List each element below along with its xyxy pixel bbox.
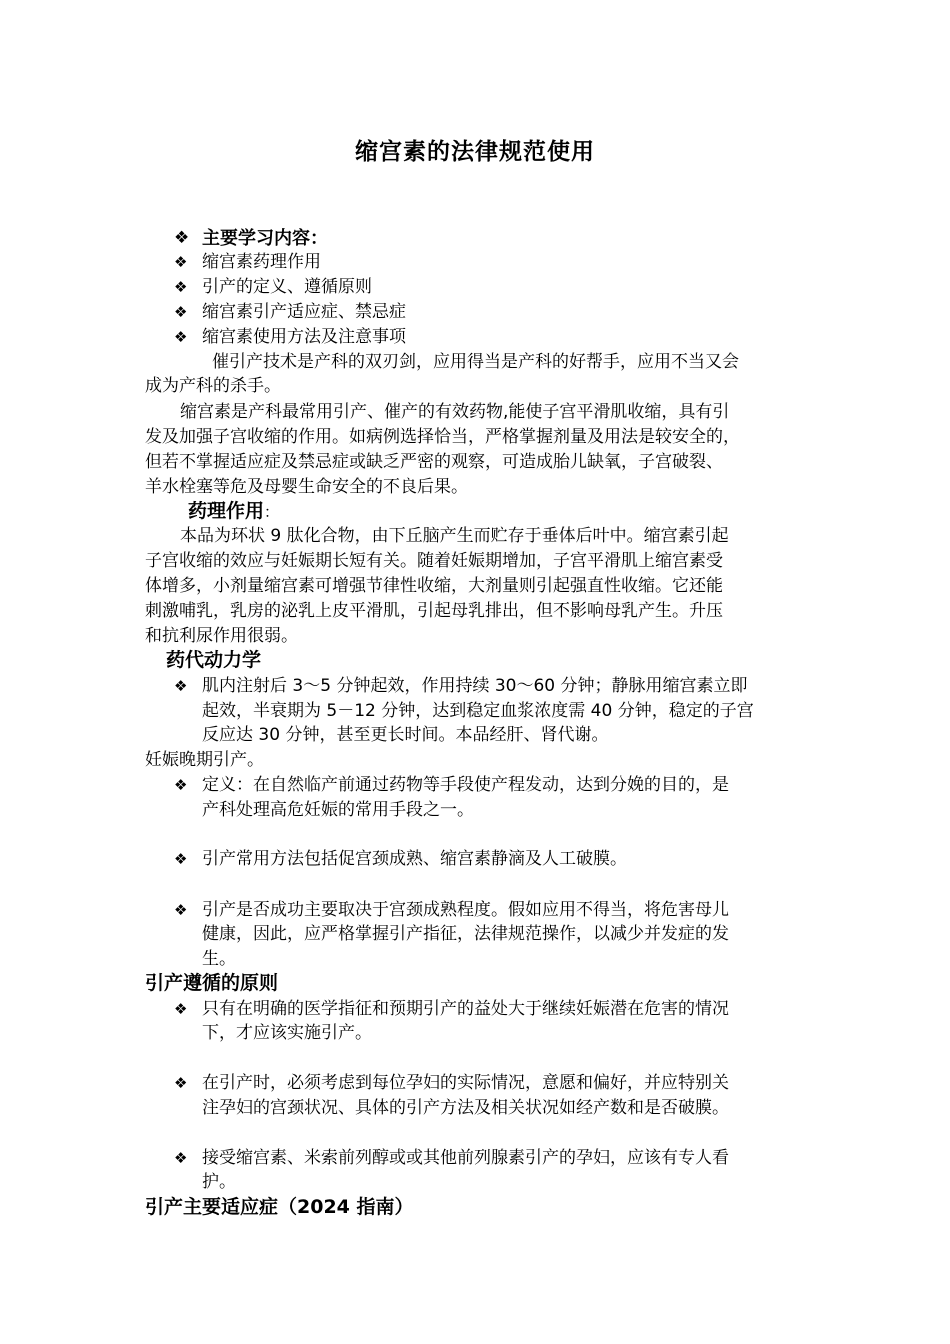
study-item: 缩宫素使用方法及注意事项 bbox=[202, 327, 406, 347]
diamond-bullet-icon: ❖ bbox=[174, 901, 188, 919]
diamond-bullet-icon: ❖ bbox=[174, 1149, 188, 1167]
intro-p2-line: 缩宫素是产科最常用引产、催产的有效药物,能使子宫平滑肌收缩，具有引 bbox=[180, 402, 730, 422]
pharm-heading-text: 药理作用 bbox=[188, 500, 265, 522]
intro-p2-line: 但若不掌握适应症及禁忌症或缺乏严密的观察，可造成胎儿缺氧，子宫破裂、 bbox=[145, 452, 723, 472]
diamond-bullet-icon: ❖ bbox=[174, 253, 188, 271]
principles-b1-line: 只有在明确的医学指征和预期引产的益处大于继续妊娠潜在危害的情况 bbox=[202, 999, 729, 1019]
intro-p1-line: 催引产技术是产科的双刃剑，应用得当是产科的好帮手，应用不当又会 bbox=[212, 352, 739, 372]
late-b3-line: 引产是否成功主要取决于宫颈成熟程度。假如应用不得当，将危害母儿 bbox=[202, 900, 729, 920]
study-item: 缩宫素药理作用 bbox=[202, 252, 321, 272]
pharm-line: 刺激哺乳，乳房的泌乳上皮平滑肌，引起母乳排出，但不影响母乳产生。升压 bbox=[145, 601, 723, 621]
principles-b1-line: 下，才应该实施引产。 bbox=[202, 1023, 372, 1043]
principles-b2-line: 注孕妇的宫颈状况、具体的引产方法及相关状况如经产数和是否破膜。 bbox=[202, 1098, 729, 1118]
page-title: 缩宫素的法律规范使用 bbox=[355, 139, 595, 165]
intro-p2-line: 发及加强子宫收缩的作用。如病例选择恰当，严格掌握剂量及用法是较安全的， bbox=[145, 427, 740, 447]
intro-p2-line: 羊水栓塞等危及母婴生命安全的不良后果。 bbox=[145, 477, 468, 497]
diamond-bullet-icon: ❖ bbox=[174, 1000, 188, 1018]
late-b3-line: 健康，因此，应严格掌握引产指征，法律规范操作，以减少并发症的发 bbox=[202, 924, 729, 944]
diamond-bullet-icon: ❖ bbox=[174, 328, 188, 346]
study-item: 缩宫素引产适应症、禁忌症 bbox=[202, 302, 406, 322]
pharm-line: 和抗利尿作用很弱。 bbox=[145, 626, 298, 646]
pharm-heading bbox=[188, 499, 279, 525]
diamond-bullet-icon: ❖ bbox=[174, 776, 188, 794]
intro-p1-line: 成为产科的杀手。 bbox=[145, 376, 281, 396]
diamond-bullet-icon: ❖ bbox=[174, 228, 190, 248]
principles-b3-line: 护。 bbox=[202, 1172, 236, 1192]
diamond-bullet-icon: ❖ bbox=[174, 677, 188, 695]
late-heading: 妊娠晚期引产。 bbox=[145, 750, 264, 770]
pk-heading: 药代动力学 bbox=[166, 649, 262, 671]
principles-b3-line: 接受缩宫素、米索前列醇或或其他前列腺素引产的孕妇，应该有专人看 bbox=[202, 1148, 729, 1168]
diamond-bullet-icon: ❖ bbox=[174, 1074, 188, 1092]
pk-line: 反应达 30 分钟，甚至更长时间。本品经肝、肾代谢。 bbox=[202, 725, 609, 745]
diamond-bullet-icon: ❖ bbox=[174, 303, 188, 321]
principles-b2-line: 在引产时，必须考虑到每位孕妇的实际情况，意愿和偏好，并应特别关 bbox=[202, 1073, 729, 1093]
pk-line: 肌内注射后 3～5 分钟起效，作用持续 30～60 分钟；静脉用缩宫素立即 bbox=[202, 676, 748, 696]
diamond-bullet-icon: ❖ bbox=[174, 278, 188, 296]
study-heading: 主要学习内容： bbox=[202, 228, 328, 249]
late-b2-line: 引产常用方法包括促宫颈成熟、缩宫素静滴及人工破膜。 bbox=[202, 849, 627, 869]
indications-heading: 引产主要适应症（2024 指南） bbox=[145, 1196, 414, 1218]
pharm-heading-colon: ： bbox=[264, 503, 280, 521]
late-b3-line: 生。 bbox=[202, 949, 236, 969]
pharm-line: 体增多，小剂量缩宫素可增强节律性收缩，大剂量则引起强直性收缩。它还能 bbox=[145, 576, 723, 596]
principles-heading: 引产遵循的原则 bbox=[145, 972, 279, 994]
study-item: 引产的定义、遵循原则 bbox=[202, 277, 372, 297]
pharm-line: 本品为环状 9 肽化合物，由下丘脑产生而贮存于垂体后叶中。缩宫素引起 bbox=[180, 526, 729, 546]
diamond-bullet-icon: ❖ bbox=[174, 850, 188, 868]
late-b1-line: 定义：在自然临产前通过药物等手段使产程发动，达到分娩的目的，是 bbox=[202, 775, 729, 795]
late-b1-line: 产科处理高危妊娠的常用手段之一。 bbox=[202, 800, 474, 820]
pk-line: 起效，半衰期为 5－12 分钟，达到稳定血浆浓度需 40 分钟，稳定的子宫 bbox=[202, 701, 754, 721]
pharm-line: 子宫收缩的效应与妊娠期长短有关。随着妊娠期增加，子宫平滑肌上缩宫素受 bbox=[145, 551, 723, 571]
